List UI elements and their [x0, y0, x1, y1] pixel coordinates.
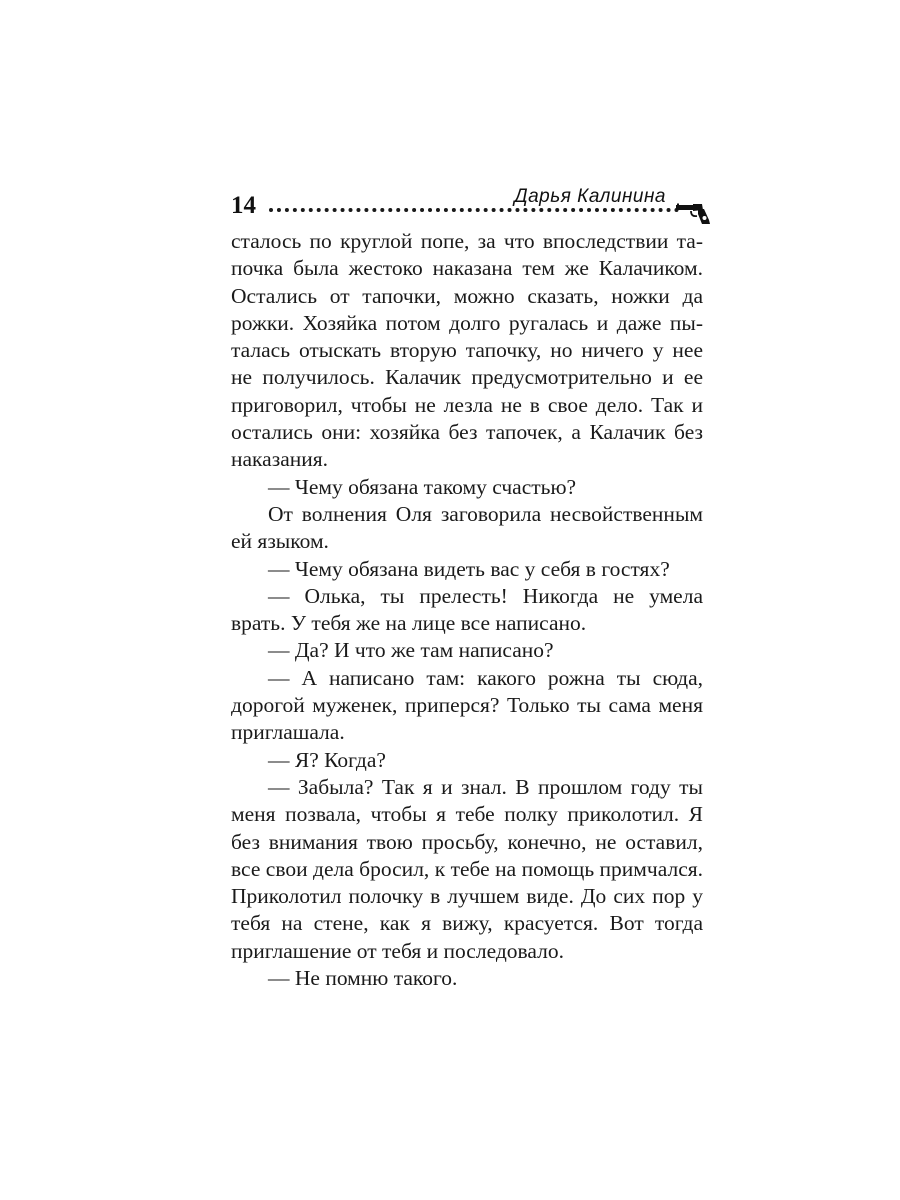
paragraph: От волнения Оля заговорила несвойственным ей языком. — [231, 501, 703, 554]
paragraph: — Не помню такого. — [268, 966, 458, 991]
paragraph: сталось по круглой попе, за что впоследствии тапочка была жестоко наказана тем же Калачиком. Остались от тапочки, можно сказать, ножки да рожки. Хозяйка потом долго ругалась и даже пыталась отыскать вторую тапочку, но ничего у нее не получилось. Калачик предусмотрительно и ее приговорил, чтобы не лезла не в свое дело. Так и остались они: хозяйка без тапочек, а Калачик без наказания. — [231, 229, 703, 472]
paragraph: — Чему обязана видеть вас у себя в гостях? — [268, 556, 670, 581]
paragraph: — Чему обязана такому счастью? — [268, 474, 577, 499]
paragraph: — Забыла? Так я и знал. В прошлом году ты меня позвала, чтобы я тебе полку приколотил. Я без внимания твою просьбу, конечно, не оставил, все свои дела бросил, к тебе на помощь примчался. Приколотил полочку в лучшем виде. До сих пор у тебя на стене, как я вижу, красуется. Вот тогда приглашение от тебя и последовало. — [231, 774, 703, 963]
paragraph: — Я? Когда? — [268, 747, 386, 772]
paragraph: — Олька, ты прелесть! Никогда не умела врать. У тебя же на лице все написано. — [231, 583, 703, 636]
body-text — [231, 228, 703, 992]
paragraph: — Да? И что же там написано? — [268, 638, 554, 663]
running-header — [231, 186, 712, 226]
leader-dots — [269, 208, 679, 212]
author-name: Дарья Калинина — [510, 186, 666, 208]
page-number: 14 — [231, 192, 256, 219]
revolver-icon — [676, 202, 712, 226]
paragraph: — А написано там: какого рожна ты сюда, дорогой муженек, приперся? Только ты сама меня приглашала. — [231, 665, 703, 745]
